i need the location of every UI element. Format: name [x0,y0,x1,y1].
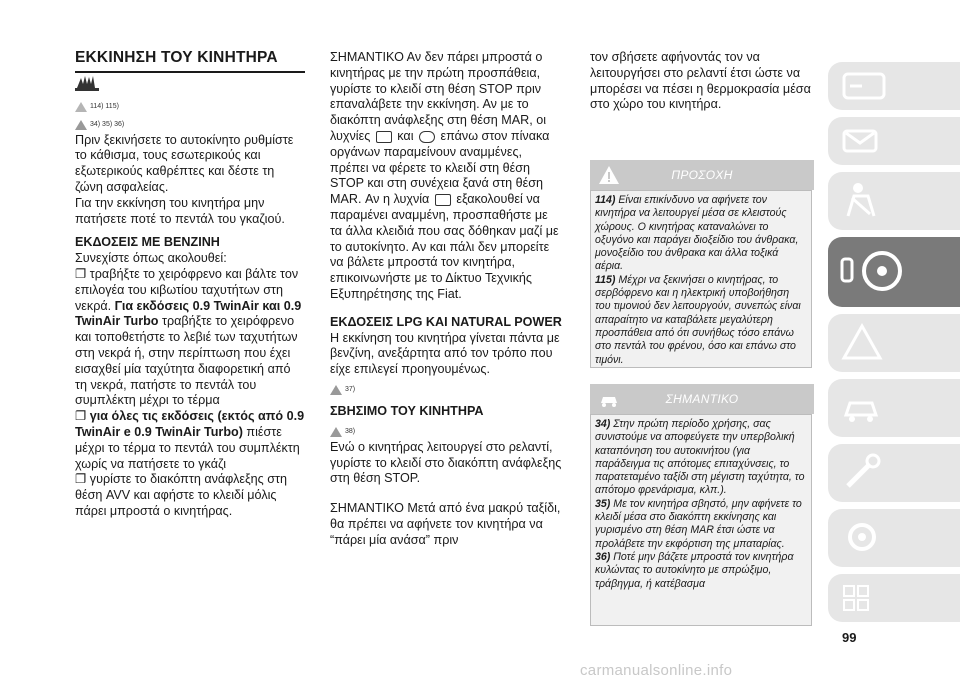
paragraph: ΣΗΜΑΝΤΙΚΟ Μετά από ένα μακρύ ταξίδι, θα πρέπει να αφήνετε τον κινητήρα να “πάρει μία ανάσα” πριν [330,501,561,547]
bullet-icon: ❐ [75,472,87,487]
important-icon [330,385,342,395]
paragraph: Πριν ξεκινήσετε το αυτοκίνητο ρυθμίστε το κάθισμα, τους εσωτερικούς και εξωτερικούς καθρέπτες και δέστε τη ζώνη ασφαλείας. [75,132,294,195]
important-icon [75,120,87,130]
important-box-body [590,414,812,626]
tab-maintenance[interactable] [828,444,960,502]
paragraph: Για την εκκίνηση του κινητήρα μην πατήσετε ποτέ το πεντάλ του γκαζιού. [75,195,285,226]
paragraph: Η εκκίνηση του κινητήρα γίνεται πάντα με βενζίνη, ανεξάρτητα από τον τρόπο που είχε επιλεγεί προηγουμένως. [330,330,560,377]
engine-warning-icon [435,194,451,206]
bullet-icon: ❐ [75,409,87,424]
left-column [75,50,305,520]
engine-warning-icon [376,131,392,143]
warning-box-header [590,160,814,190]
car-fix-icon [840,387,890,427]
paragraph: ΣΗΜΑΝΤΙΚΟ Αν δεν πάρει μπροστά ο κινητήρας με την πρώτη προσπάθεια, γυρίστε το κλειδί στη θέση STOP πριν επαναλάβετε την εκκίνηση. Αν με το διακόπτη ανάφλεξης στη θέση MAR, οι λυχνίες και επάνω στον πίνακα οργάνων παραμείνουν αναμμένες, πρέπει να φέρετε το κλειδί στη θέση STOP και στη συνέχεια ξανά στη θέση MAR. Αν η λυχνία εξακολουθεί να παραμένει αναμμένη, προσπαθήστε με τα άλλα κλειδιά που σας δόθηκαν μαζί με το αυτοκίνητο. Αν και πάλι δεν μπορείτε να βάλετε μπροστά τον κινητήρα, επικοινωνήστε με το Δίκτυο Τεχνικής Εξυπηρέτησης της Fiat. [330,50,559,301]
steering-key-icon [840,245,910,297]
warning-icon [75,102,87,112]
list-item: ❐ για όλες τις εκδόσεις (εκτός από 0.9 TwinAir e 0.9 TwinAir Turbo) πιέστε μέχρι το τέρμα το πεντάλ του συμπλέκτη χωρίς να πατήσετε το γκάζι [75,409,305,471]
middle-column [330,50,562,549]
watermark: carmanualsonline.info [580,662,733,679]
chapter-sidebar [828,62,960,622]
warning-refs-1: 114) 115) [75,99,305,115]
tab-safety[interactable] [828,172,960,230]
bullet-icon: ❐ [75,267,87,282]
page-number: 99 [842,630,857,645]
mt-icon [75,74,305,97]
tab-knowing[interactable] [828,117,960,165]
tab-warning-lights[interactable] [828,314,960,372]
dashboard-icon [840,70,890,102]
right-column-text [590,50,815,113]
paragraph: Συνεχίστε όπως ακολουθεί: [75,251,227,266]
alphabet-index-icon [840,582,890,616]
subheading-lpg: ΕΚΔΟΣΕΙΣ LPG ΚΑΙ NATURAL POWER [330,314,562,329]
seatbelt-icon [840,180,890,220]
tab-index[interactable] [828,574,960,622]
important-refs-37: 37) [330,382,562,398]
important-item: 36) Ποτέ μην βάζετε μπροστά τον κινητήρα κυλώντας το αυτοκίνητο με σπρώξιμο, τράβηγμα, ή κατέβασμα [595,550,794,590]
coil-icon [419,131,435,143]
warning-triangle-icon [840,322,890,362]
subheading-stop: ΣΒΗΣΙΜΟ ΤΟΥ ΚΙΝΗΤΗΡΑ [330,403,484,418]
tab-technical[interactable] [828,509,960,567]
important-refs-38: 38) [330,424,562,440]
car-info-icon [840,125,890,157]
important-item: 35) Με τον κινητήρα σβηστό, μην αφήνετε το κλειδί μέσα στο διακόπτη εκκίνησης και γυρισμένο στη θέση MAR έτσι ώστε να προλάβετε την εκφόρτιση της μπαταρίας. [595,497,802,550]
tab-starting-driving[interactable] [828,237,960,307]
important-icon [330,427,342,437]
warning-item: 115) Μέχρι να ξεκινήσει ο κινητήρας, το σερβόφρενο και η ηλεκτρική υποβοήθηση του τιμονιού δεν λειτουργούν, συνεπώς είναι απαραίτητο να καταβάλετε μεγαλύτερη προσπάθεια από ότι συνήθως τόσο επάνω στο πεντάλ του φρένου, όσο και επάνω στο τιμόνι. [595,273,801,366]
paragraph: τον σβήσετε αφήνοντάς τον να λειτουργήσει στο ρελαντί έτσι ώστε να μπορέσει να πέσει η θερμοκρασία μέσα στο χώρο του κινητήρα. [590,50,811,112]
important-box-header [590,384,814,414]
tab-dashboard[interactable] [828,62,960,110]
paragraph: Ενώ ο κινητήρας λειτουργεί στο ρελαντί, γυρίστε το κλειδί στο διακόπτη ανάφλεξης στη θέση STOP. [330,439,562,486]
gear-icon [840,517,890,557]
list-item: ❐ τραβήξτε το χειρόφρενο και βάλτε τον επιλογέα του κιβωτίου ταχυτήτων στη νεκρά. Για εκδόσεις 0.9 TwinAir και 0.9 TwinAir Turbo τραβήξτε το χειρόφρενο και τοποθετήστε το λεβιέ των ταχυτήτων στη νεκρά ή, στην περίπτωση που έχει εισαχθεί μία ταχύτητα διαφορετική από τη νεκρά, πατήστε το πεντάλ του συμπλέκτη μέχρι το τέρμα [75,267,302,408]
warning-item: 114) Είναι επικίνδυνο να αφήνετε τον κινητήρα να λειτουργεί μέσα σε κλειστούς χώρους. Ο κινητήρας καταναλώνει το οξυγόνο και παράγει διοξείδιο του άνθρακα, μονοξείδιο του άνθρακα και άλλα τοξικά αέρια. [595,194,799,273]
important-box-title: ΣΗΜΑΝΤΙΚΟ [665,392,739,406]
important-item: 34) Στην πρώτη περίοδο χρήσης, σας συνιστούμε να αποφεύγετε την υπερβολική καταπόνηση του αυτοκινήτου (για παράδειγμα τις απότομες επιταχύνσεις, το παρατεταμένο ταξίδι στη μέγιστη ταχύτητα, το απότομο φρενάρισμα, κλπ.). [595,418,805,497]
subheading-petrol: ΕΚΔΟΣΕΙΣ ΜΕ ΒΕΝΖΙΝΗ [75,235,220,250]
important-refs-1: 34) 35) 36) [75,117,305,133]
warning-box-body [590,190,812,368]
warning-box-title: ΠΡΟΣΟΧΗ [671,168,733,182]
tab-emergency[interactable] [828,379,960,437]
list-item: ❐ γυρίστε το διακόπτη ανάφλεξης στη θέση AVV και αφήστε το κλειδί μόλις πάρει μπροστά ο κινητήρας. [75,472,287,518]
section-title: ΕΚΚΙΝΗΣΗ ΤΟΥ ΚΙΝΗΤΗΡΑ [75,49,278,66]
wrench-icon [840,452,890,492]
title-rule [75,71,305,73]
